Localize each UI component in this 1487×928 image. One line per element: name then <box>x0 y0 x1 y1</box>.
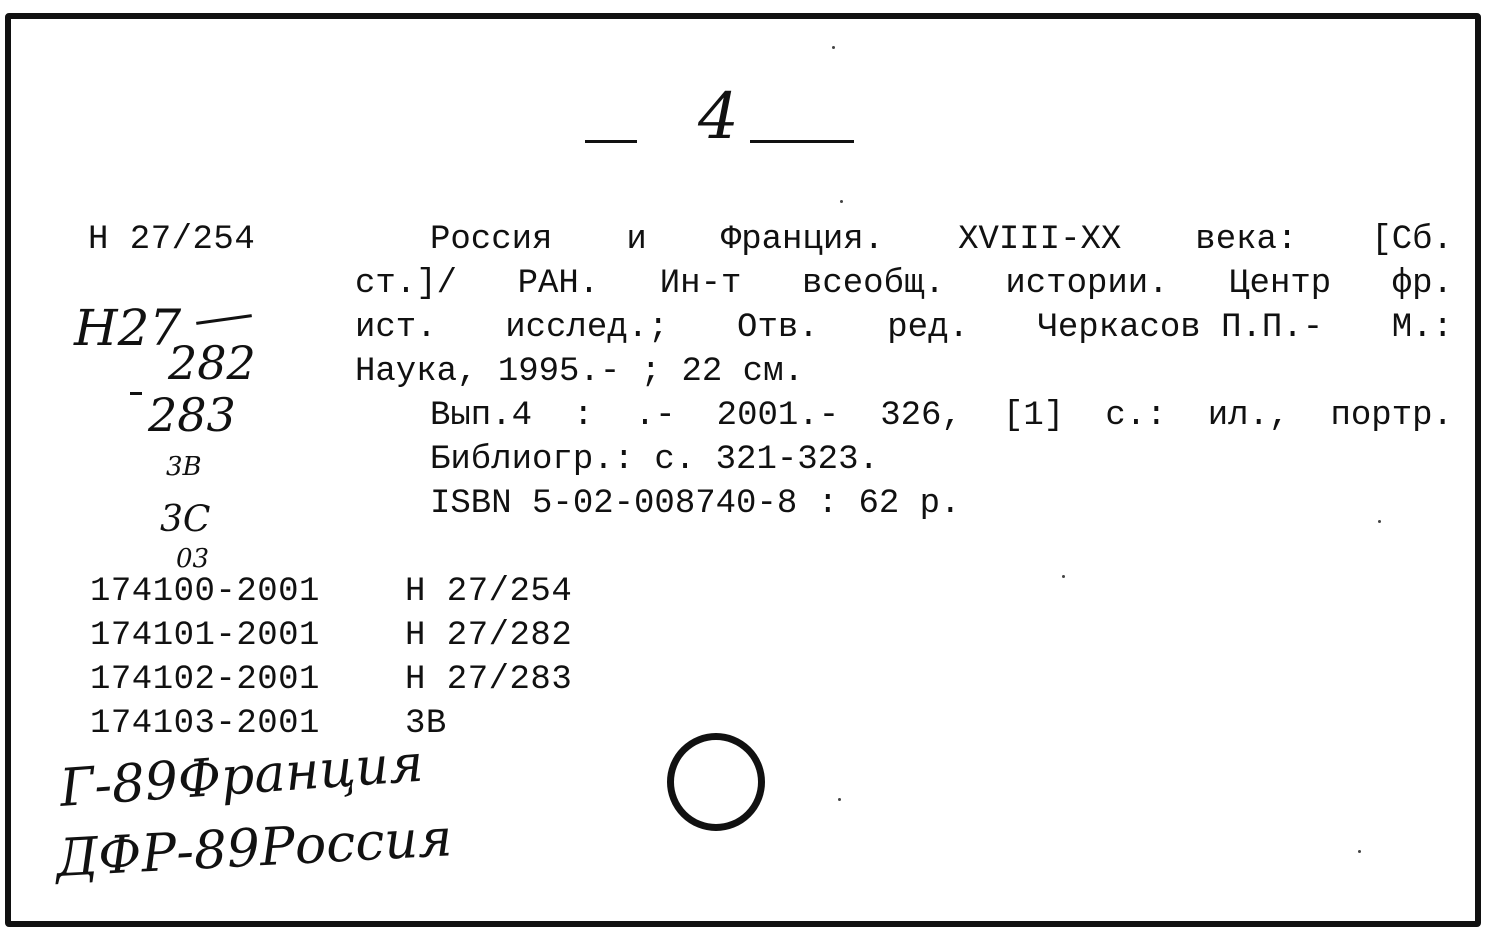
desc-word: с.: <box>1105 397 1167 435</box>
scan-speck <box>1358 850 1361 853</box>
description-line-4 <box>355 350 1453 394</box>
desc-word: Франция. <box>720 221 885 259</box>
desc-word: 2001.- <box>716 397 840 435</box>
scan-speck <box>840 200 843 203</box>
description-line-3 <box>355 306 1453 350</box>
scan-speck <box>832 46 835 49</box>
desc-word: и <box>626 221 647 259</box>
description-line-5 <box>430 394 1453 438</box>
scan-speck <box>838 798 841 801</box>
desc-word: исслед.; <box>505 309 669 347</box>
handwritten-call-number-3: 283 <box>148 388 236 442</box>
page-number: 4 <box>698 80 739 154</box>
desc-word: истории. <box>1005 265 1169 303</box>
description-line-1 <box>430 218 1453 262</box>
desc-word: ред. <box>887 309 969 347</box>
desc-word: 326, <box>880 397 962 435</box>
description-line-7 <box>430 482 1453 526</box>
description-line-6 <box>430 438 1453 482</box>
desc-word: Центр <box>1229 265 1332 303</box>
desc-word: ист. <box>355 309 437 347</box>
scan-speck <box>1062 575 1065 578</box>
holding-inventory: 174101-2001 <box>90 617 320 655</box>
desc-word: фр. <box>1391 265 1453 303</box>
desc-word: РАН. <box>517 265 600 303</box>
desc-word: Вып.4 <box>430 397 533 435</box>
handwritten-call-number-4: 3В <box>166 452 202 482</box>
desc-word: Россия <box>430 221 553 259</box>
holding-location: Н 27/254 <box>405 573 573 611</box>
desc-word: века: <box>1195 221 1298 259</box>
handwritten-note-2: ДФР-89Россия <box>54 808 454 889</box>
holding-location: Н 27/283 <box>405 661 573 699</box>
handwritten-note-1: Г-89Франция <box>57 733 426 819</box>
desc-word: ст.]/ <box>355 265 458 303</box>
desc-word: Отв. <box>737 309 819 347</box>
desc-word: всеобщ. <box>801 265 945 303</box>
scan-speck <box>1378 520 1381 523</box>
header-dash-left <box>585 140 637 143</box>
holding-location: Н 27/282 <box>405 617 573 655</box>
desc-word: Черкасов П.П.- <box>1037 309 1324 347</box>
handwritten-call-number-5: 3С <box>160 499 211 540</box>
desc-word: Ин-т <box>659 265 742 303</box>
handwritten-call-number-1: Н27 <box>74 299 182 357</box>
desc-isbn: ISBN 5-02-008740-8 : 62 р. <box>430 485 961 523</box>
desc-publisher: Наука, 1995.- ; 22 см. <box>355 353 804 391</box>
card-hole <box>667 733 765 831</box>
desc-word: : <box>573 397 594 435</box>
desc-word: [1] <box>1003 397 1065 435</box>
holding-inventory: 174102-2001 <box>90 661 320 699</box>
holding-location: 3В <box>405 705 447 743</box>
desc-word: [Сб. <box>1371 221 1453 259</box>
desc-word: портр. <box>1330 397 1453 435</box>
description-line-2 <box>355 262 1453 306</box>
handwritten-dash-1 <box>130 392 142 395</box>
holding-inventory: 174100-2001 <box>90 573 320 611</box>
desc-word: XVIII-XX <box>958 221 1122 259</box>
call-number: Н 27/254 <box>88 221 256 259</box>
desc-word: ил., <box>1207 397 1290 435</box>
desc-bibliography: Библиогр.: с. 321-323. <box>430 441 879 479</box>
handwritten-call-number-2: 282 <box>168 336 256 390</box>
handwritten-call-number-6: 03 <box>176 544 210 574</box>
desc-word: .- <box>634 397 676 435</box>
header-dash-right <box>750 140 854 143</box>
holding-inventory: 174103-2001 <box>90 705 320 743</box>
desc-word: М.: <box>1391 309 1453 347</box>
